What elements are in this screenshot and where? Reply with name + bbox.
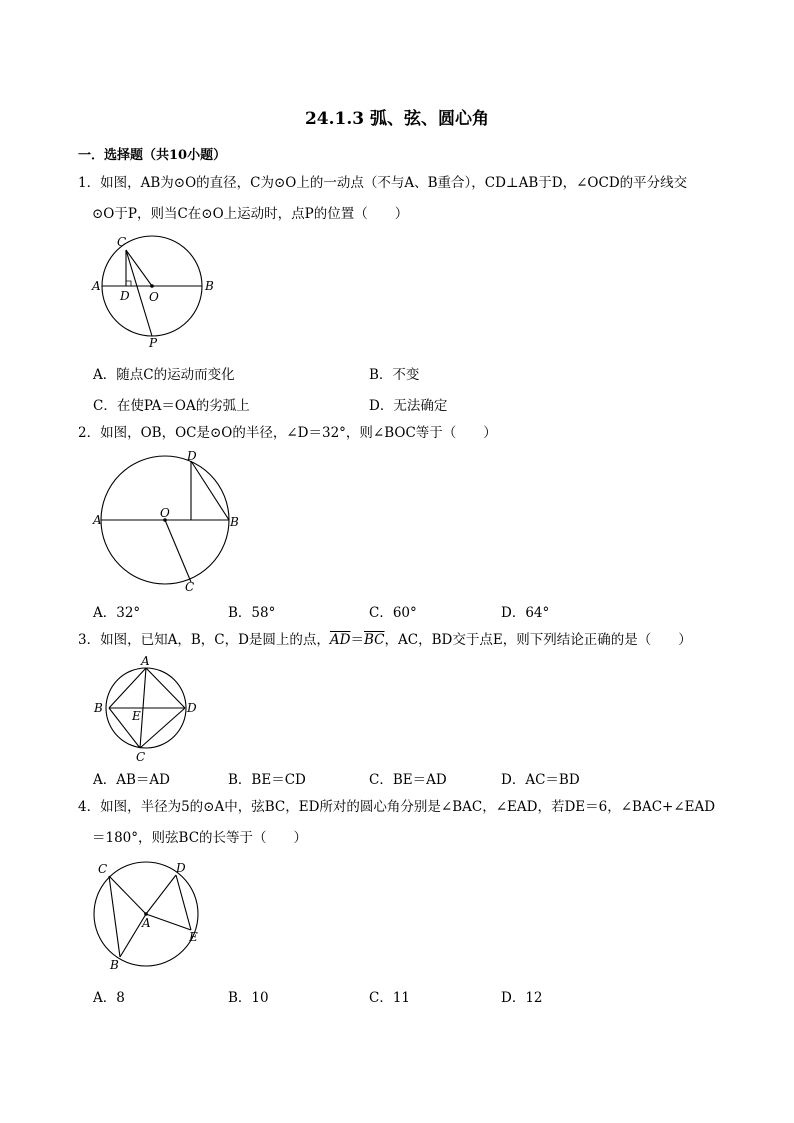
label-a: A <box>93 513 102 527</box>
q3-option-d[interactable]: D．AC＝BD <box>501 772 580 788</box>
q3-option-a[interactable]: A．AB＝AD <box>93 772 170 788</box>
question-4-stem: 4．如图，半径为5的⊙A中，弦BC，ED所对的圆心角分别是∠BAC，∠EAD，若DE＝6，∠BAC+∠EAD ＝180°，则弦BC的长等于（ ） <box>78 799 716 846</box>
question-1-stem: 1．如图，AB为⊙O的直径，C为⊙O上的一动点（不与A、B重合），CD⊥AB于D，∠OCD的平分线交 ⊙O于P，则当C在⊙O上运动时，点P的位置（ ） <box>78 175 688 222</box>
chord-bc <box>109 876 120 957</box>
label-d: D <box>187 449 197 463</box>
question-2-figure <box>90 449 250 594</box>
q2-option-d[interactable]: D．64° <box>501 605 550 621</box>
label-d: D <box>120 289 130 303</box>
q1-option-b[interactable]: B．不变 <box>369 367 420 383</box>
q3-option-c[interactable]: C．BE＝AD <box>369 772 447 788</box>
center-dot <box>150 284 154 288</box>
arc-bc: $\overline{BC}$ <box>364 632 385 648</box>
question-number: 4． <box>78 799 101 815</box>
label-o: O <box>149 290 159 304</box>
q2-option-c[interactable]: C．60° <box>369 605 417 621</box>
q4-option-d[interactable]: D．12 <box>501 990 543 1006</box>
question-1-figure <box>88 232 228 350</box>
label-a: A <box>92 279 101 293</box>
label-a: A <box>142 916 151 930</box>
question-3-figure <box>90 653 215 765</box>
radius-ae <box>146 914 191 930</box>
radius-oc <box>165 520 191 582</box>
question-number: 2． <box>78 425 101 441</box>
page-title: 24.1.3 弧、弦、圆心角 <box>304 109 490 129</box>
label-c: C <box>98 862 108 876</box>
label-b: B <box>94 701 103 715</box>
label-p: P <box>149 336 158 350</box>
label-c: C <box>117 235 127 249</box>
q2-option-a[interactable]: A．32° <box>93 605 141 621</box>
segment-db <box>191 461 229 520</box>
label-c: C <box>185 580 195 594</box>
radius-ac <box>109 876 146 914</box>
q4-option-b[interactable]: B．10 <box>228 990 269 1006</box>
label-o: O <box>160 506 170 520</box>
q1-option-c[interactable]: C．在使PA＝OA的劣弧上 <box>93 398 250 414</box>
q3-option-b[interactable]: B．BE＝CD <box>228 772 306 788</box>
section-heading: 一．选择题（共10小题） <box>78 148 227 163</box>
question-number: 1． <box>78 175 101 191</box>
chord-de <box>176 875 191 930</box>
label-a: A <box>141 654 150 668</box>
q1-option-d[interactable]: D．无法确定 <box>369 398 448 414</box>
radius-ad <box>146 875 176 914</box>
label-d: D <box>176 861 186 875</box>
question-4-figure <box>90 858 215 978</box>
question-number: 3． <box>78 632 101 648</box>
q2-option-b[interactable]: B．58° <box>228 605 276 621</box>
arc-ad: $\overline{AD}$ <box>329 632 351 648</box>
label-b: B <box>230 515 239 529</box>
question-3-stem: 3．如图，已知A，B，C，D是圆上的点，$\overline{AD}=\overline{BC}$，AC，BD交于点E，则下列结论正确的是（ ） <box>78 632 692 648</box>
label-b: B <box>110 958 119 972</box>
label-e: E <box>189 930 198 944</box>
q4-option-a[interactable]: A．8 <box>93 990 125 1006</box>
label-b: B <box>205 279 214 293</box>
label-d: D <box>187 701 197 715</box>
right-angle-mark <box>126 281 131 286</box>
q1-option-a[interactable]: A．随点C的运动而变化 <box>93 367 235 383</box>
q4-option-c[interactable]: C．11 <box>369 990 411 1006</box>
label-c: C <box>136 750 146 764</box>
label-e: E <box>132 709 141 723</box>
question-2-stem: 2．如图，OB，OC是⊙O的半径，∠D＝32°，则∠BOC等于（ ） <box>78 425 497 441</box>
